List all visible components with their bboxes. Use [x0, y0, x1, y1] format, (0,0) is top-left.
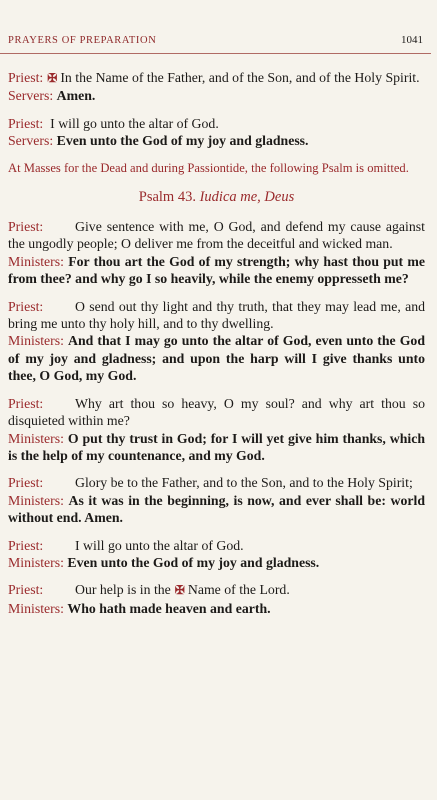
speaker-label: Priest: [8, 115, 44, 131]
opening-priest-line-2 [8, 115, 425, 132]
priest-verse [8, 581, 425, 599]
verse-block [8, 474, 425, 526]
opening-servers-line [8, 87, 425, 104]
ministers-verse [8, 492, 425, 527]
opening-servers-line-2 [8, 132, 425, 149]
priest-text: I will go unto the altar of God. [50, 115, 219, 131]
page-number: 1041 [401, 34, 423, 46]
psalm-incipit: Iudica me, Deus [199, 188, 295, 205]
ministers-text: Who hath made heaven and earth. [67, 600, 271, 616]
ministers-text: And that I may go unto the altar of God, even unto the God of my joy and gladness; and upon the harp will I give thanks unto thee, O God, my God. [8, 333, 425, 384]
rubric-note: At Masses for the Dead and during Passiontide, the following Psalm is omitted. [8, 160, 409, 175]
priest-verse [8, 474, 425, 491]
priest-text: Why art thou so heavy, O my soul? and why art thou so disquieted within me? [8, 395, 425, 429]
section-title: PRAYERS OF PREPARATION [8, 35, 157, 46]
ministers-verse [8, 600, 425, 617]
speaker-label: Priest: [8, 395, 44, 411]
speaker-label: Priest: [8, 537, 44, 553]
ministers-text: Even unto the God of my joy and gladness. [67, 554, 320, 570]
speaker-label: Ministers: [8, 554, 64, 570]
priest-text-before: Our help is in the [75, 582, 171, 598]
speaker-label: Ministers: [8, 333, 64, 349]
psalm-heading [8, 189, 425, 206]
verse-block [8, 298, 425, 385]
speaker-label: Priest: [8, 219, 44, 235]
speaker-label: Priest: [8, 70, 44, 85]
verse-block [8, 218, 425, 288]
verse-block [8, 537, 425, 572]
speaker-label: Priest: [8, 298, 44, 314]
servers-response: Even unto the God of my joy and gladness. [56, 133, 309, 149]
ministers-verse [8, 253, 425, 288]
cross-icon: ✠ [47, 71, 58, 85]
opening-priest-line [8, 69, 425, 87]
cross-icon: ✠ [174, 583, 185, 598]
speaker-label: Servers: [8, 88, 54, 104]
ministers-verse [8, 332, 425, 384]
speaker-label: Ministers: [8, 600, 64, 616]
psalm-number: Psalm 43. [138, 188, 196, 205]
speaker-label: Servers: [8, 133, 54, 149]
closing-block [8, 581, 425, 617]
ministers-verse [8, 554, 425, 571]
page-body [8, 69, 425, 627]
priest-verse [8, 395, 425, 430]
priest-text-after: Name of the Lord. [187, 582, 290, 598]
priest-text: I will go unto the altar of God. [75, 537, 244, 553]
priest-verse [8, 537, 425, 554]
ministers-text: As it was in the beginning, is now, and ever shall be: world without end. Amen. [8, 492, 425, 526]
opening-invocation: In the Name of the Father, and of the Son, and of the Holy Spirit. [60, 70, 420, 85]
priest-verse [8, 298, 425, 333]
speaker-label: Priest: [8, 582, 44, 598]
ministers-text: For thou art the God of my strength; why hast thou put me from thee? and why go I so heavily, while the enemy oppresseth me? [8, 253, 425, 287]
speaker-label: Ministers: [8, 253, 64, 269]
speaker-label: Ministers: [8, 492, 64, 508]
running-header [8, 34, 423, 46]
priest-verse [8, 218, 425, 253]
ministers-text: O put thy trust in God; for I will yet give him thanks, which is the help of my countenance, and my God. [8, 430, 426, 463]
priest-text: Give sentence with me, O God, and defend my cause against the ungodly people; O deliver me from the deceitful and wicked man. [8, 219, 425, 252]
priest-text: O send out thy light and thy truth, that they may lead me, and bring me unto thy holy hill, and to thy dwelling. [8, 298, 425, 332]
ministers-verse [8, 430, 425, 465]
header-rule [0, 53, 431, 54]
servers-response: Amen. [56, 88, 96, 104]
verse-block [8, 395, 425, 465]
priest-text: Glory be to the Father, and to the Son, and to the Holy Spirit; [75, 475, 413, 491]
speaker-label: Ministers: [8, 430, 64, 446]
speaker-label: Priest: [8, 475, 44, 491]
